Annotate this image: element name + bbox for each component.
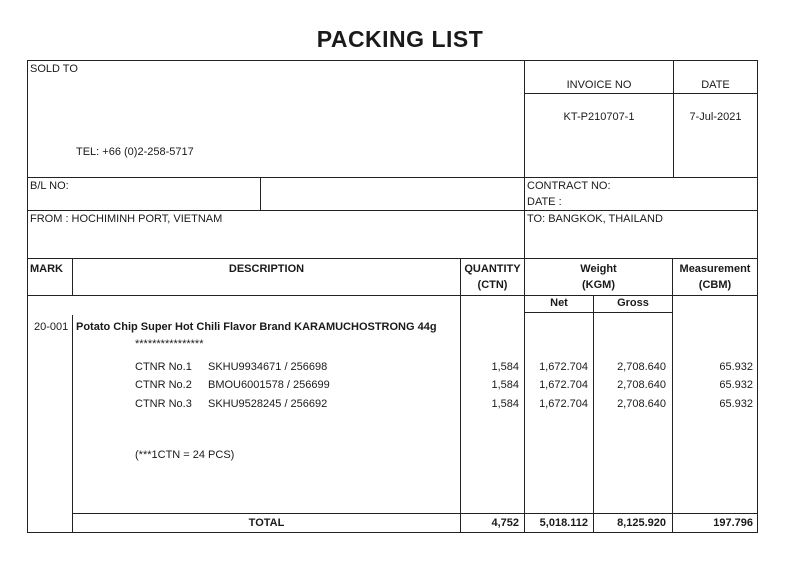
divider-bl — [27, 210, 758, 211]
row-gross: 2,708.640 — [617, 379, 666, 391]
header-measurement: Measurement — [679, 263, 751, 275]
contract-date-label: DATE : — [527, 196, 562, 208]
invoice-no-label: INVOICE NO — [566, 79, 632, 91]
total-cbm: 197.796 — [713, 517, 753, 529]
pieces-note: (***1CTN = 24 PCS) — [135, 449, 235, 461]
date-value: 7-Jul-2021 — [689, 111, 742, 123]
from-port: FROM : HOCHIMINH PORT, VIETNAM — [30, 213, 223, 225]
to-port: TO: BANGKOK, THAILAND — [527, 213, 663, 225]
divider-weight-sub — [524, 312, 672, 313]
sold-to-label: SOLD TO — [30, 63, 78, 75]
header-quantity-unit: (CTN) — [477, 279, 508, 291]
header-measurement-unit: (CBM) — [698, 279, 732, 291]
row-cbm: 65.932 — [719, 398, 753, 410]
container-number: SKHU9934671 / 256698 — [208, 361, 328, 373]
document-title: PACKING LIST — [316, 26, 484, 52]
row-qty: 1,584 — [491, 361, 519, 373]
frame-left — [27, 60, 28, 533]
row-gross: 2,708.640 — [617, 361, 666, 373]
frame-right — [757, 60, 758, 533]
total-gross: 8,125.920 — [617, 517, 666, 529]
col-mark-right-body — [72, 315, 73, 533]
row-gross: 2,708.640 — [617, 398, 666, 410]
header-gross: Gross — [617, 297, 649, 309]
divider-bl-inner — [260, 177, 261, 211]
col-desc-right — [460, 258, 461, 533]
invoice-no-value: KT-P210707-1 — [563, 111, 635, 123]
header-weight: Weight — [580, 263, 617, 275]
mark-value: 20-001 — [34, 321, 69, 333]
ctnr-label: CTNR No.2 — [135, 379, 192, 391]
divider-total — [72, 513, 758, 514]
total-label: TOTAL — [248, 517, 285, 529]
frame-bottom — [27, 532, 758, 533]
total-net: 5,018.112 — [539, 517, 588, 529]
divider-invoice-header — [524, 93, 758, 94]
row-net: 1,672.704 — [539, 398, 588, 410]
contract-no-label: CONTRACT NO: — [527, 180, 611, 192]
row-net: 1,672.704 — [539, 361, 588, 373]
ctnr-label: CTNR No.3 — [135, 398, 192, 410]
row-qty: 1,584 — [491, 379, 519, 391]
header-net: Net — [550, 297, 568, 309]
header-mark: MARK — [30, 263, 63, 275]
container-number: BMOU6001578 / 256699 — [208, 379, 330, 391]
frame-top — [27, 60, 758, 61]
header-description: DESCRIPTION — [228, 263, 305, 275]
date-label: DATE — [701, 79, 730, 91]
product-description: Potato Chip Super Hot Chili Flavor Brand KARAMUCHOSTRONG 44g — [76, 321, 437, 333]
ctnr-label: CTNR No.1 — [135, 361, 192, 373]
header-quantity: QUANTITY — [464, 263, 521, 275]
header-weight-unit: (KGM) — [582, 279, 615, 291]
divider-table-header — [27, 295, 758, 296]
tel-text: TEL: +66 (0)2-258-5717 — [76, 146, 194, 158]
col-net-right — [593, 295, 594, 533]
bl-no-label: B/L NO: — [30, 180, 69, 192]
row-qty: 1,584 — [491, 398, 519, 410]
container-number: SKHU9528245 / 256692 — [208, 398, 328, 410]
stars-line: **************** — [135, 338, 204, 350]
divider-route — [27, 258, 758, 259]
row-cbm: 65.932 — [719, 379, 753, 391]
divider-soldto — [27, 177, 758, 178]
row-cbm: 65.932 — [719, 361, 753, 373]
total-qty: 4,752 — [491, 517, 519, 529]
row-net: 1,672.704 — [539, 379, 588, 391]
col-gross-right — [672, 258, 673, 533]
